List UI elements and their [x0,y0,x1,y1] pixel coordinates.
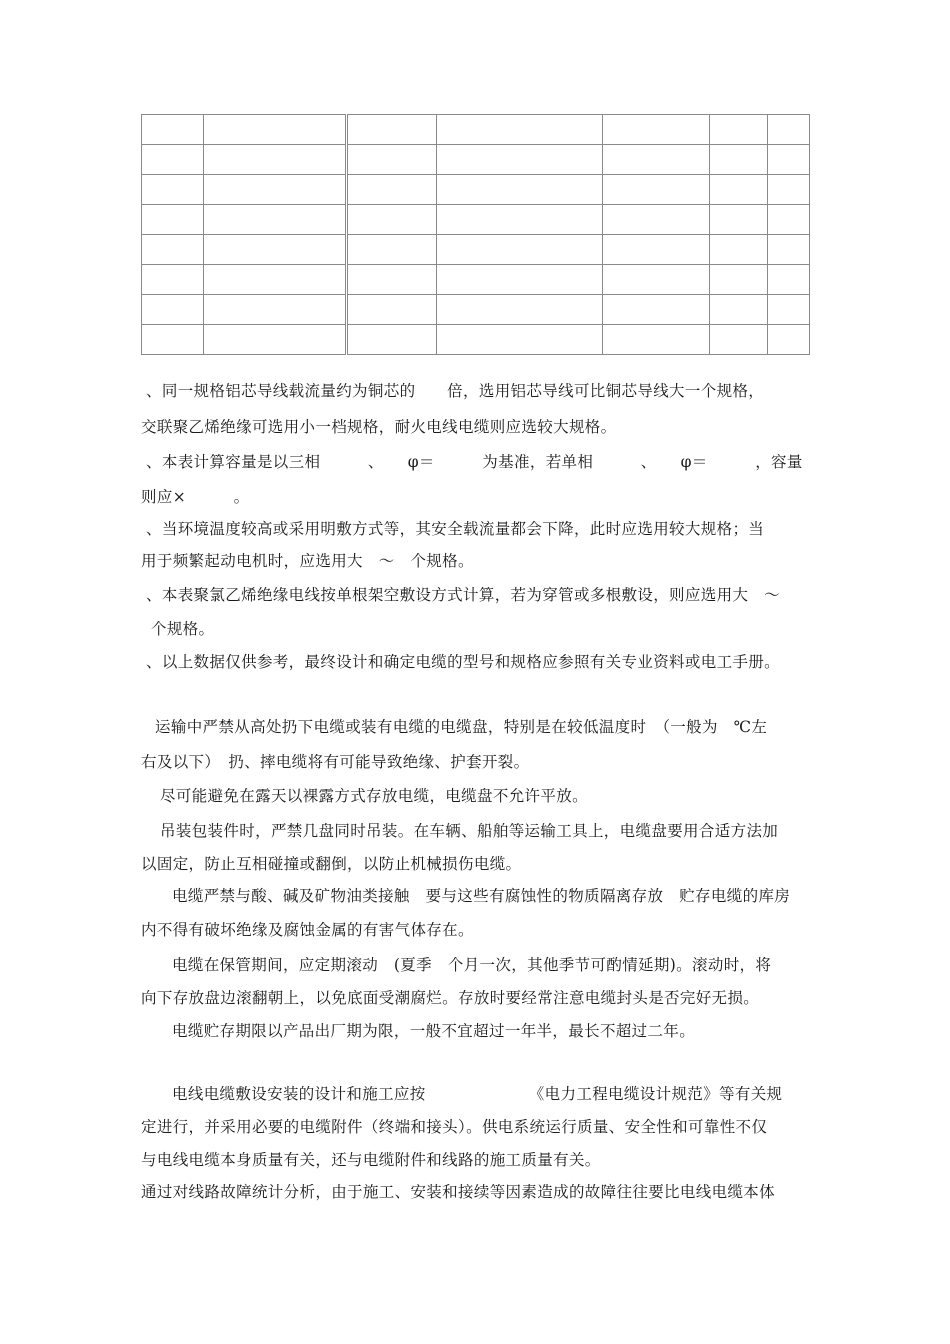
table-cell [142,175,204,205]
table-row [142,205,810,235]
note-line-7: 、本表聚氯乙烯绝缘电线按单根架空敷设方式计算，若为穿管或多根敷设，则应选用大 ～ [146,586,781,604]
table-row [142,325,810,355]
table-cell [347,235,437,265]
data-table [141,114,809,346]
table-cell [603,325,710,355]
table-cell [204,145,347,175]
table-cell [142,145,204,175]
table-cell [204,265,347,295]
table-cell [768,205,810,235]
table-cell [768,145,810,175]
table-cell [347,325,437,355]
table-row [142,145,810,175]
table-cell [142,325,204,355]
table-cell [437,295,603,325]
table-cell [603,295,710,325]
table-cell [768,115,810,145]
table-cell [603,235,710,265]
note-line-8: 个规格。 [151,620,215,638]
table-cell [347,265,437,295]
table-cell [204,325,347,355]
table-cell [603,175,710,205]
note-line-2: 交联聚乙烯绝缘可选用小一档规格，耐火电线电缆则应选较大规格。 [141,418,617,436]
transport-line-3: 尽可能避免在露天以裸露方式存放电缆，电缆盘不允许平放。 [160,787,588,805]
table-row [142,295,810,325]
note-line-4: 则应× 。 [141,488,250,506]
table-cell [710,145,768,175]
table-cell [437,115,603,145]
note-line-1: 、同一规格铝芯导线载流量约为铜芯的 倍，选用铝芯导线可比铜芯导线大一个规格， [146,382,765,400]
table-cell [710,265,768,295]
table-cell [347,295,437,325]
table-cell [204,235,347,265]
table-cell [437,205,603,235]
install-line-2: 定进行，并采用必要的电缆附件（终端和接头）。供电系统运行质量、安全性和可靠性不仅 [141,1118,768,1136]
transport-line-10: 电缆贮存期限以产品出厂期为限，一般不宜超过一年半，最长不超过二年。 [172,1022,696,1040]
table-cell [768,295,810,325]
table-cell [603,265,710,295]
note-line-5: 、当环境温度较高或采用明敷方式等，其安全载流量都会下降，此时应选用较大规格；当 [146,520,765,538]
table-cell [710,295,768,325]
install-line-4: 通过对线路故障统计分析，由于施工、安装和接续等因素造成的故障往往要比电线电缆本体 [141,1183,776,1201]
table-cell [437,175,603,205]
note-line-9: 、以上数据仅供参考，最终设计和确定电缆的型号和规格应参照有关专业资料或电工手册。 [146,653,781,671]
table-cell [603,115,710,145]
table-cell [437,265,603,295]
table-cell [204,175,347,205]
table-cell [437,145,603,175]
table-cell [142,295,204,325]
table-cell [768,235,810,265]
table-cell [204,205,347,235]
table-cell [142,265,204,295]
table-cell [603,145,710,175]
table-cell [768,325,810,355]
table-cell [347,115,437,145]
table-cell [347,145,437,175]
table-cell [710,205,768,235]
table-cell [710,325,768,355]
table-cell [142,115,204,145]
table-cell [603,205,710,235]
table-row [142,175,810,205]
transport-line-1: 运输中严禁从高处扔下电缆或装有电缆的电缆盘，特别是在较低温度时 （一般为 ℃左 [155,718,768,736]
table-row [142,235,810,265]
install-line-3: 与电线电缆本身质量有关，还与电缆附件和线路的施工质量有关。 [141,1151,601,1169]
transport-line-5: 以固定，防止互相碰撞或翻倒，以防止机械损伤电缆。 [141,855,522,873]
transport-line-6: 电缆严禁与酸、碱及矿物油类接触 要与这些有腐蚀性的物质隔离存放 贮存电缆的库房 [172,887,791,905]
table-cell [710,115,768,145]
table-cell [437,325,603,355]
table-cell [768,175,810,205]
table-row [142,115,810,145]
table-row [142,265,810,295]
table-cell [142,205,204,235]
table-cell [768,265,810,295]
install-line-1: 电线电缆敷设安装的设计和施工应按 《电力工程电缆设计规范》等有关规 [172,1085,783,1103]
table-cell [347,175,437,205]
note-line-3: 、本表计算容量是以三相 、 φ＝ 为基准，若单相 、 φ＝ ，容量 [146,453,803,471]
table-cell [347,205,437,235]
table-cell [142,235,204,265]
table-cell [710,235,768,265]
table-cell [204,295,347,325]
table-cell [204,115,347,145]
transport-line-7: 内不得有破坏绝缘及腐蚀金属的有害气体存在。 [141,921,474,939]
transport-line-4: 吊装包装件时，严禁几盘同时吊装。在车辆、船舶等运输工具上，电缆盘要用合适方法加 [160,822,779,840]
transport-line-9: 向下存放盘边滚翻朝上，以免底面受潮腐烂。存放时要经常注意电缆封头是否完好无损。 [141,989,760,1007]
empty-grid-table [141,114,810,355]
table-cell [437,235,603,265]
transport-line-8: 电缆在保管期间，应定期滚动 (夏季 个月一次，其他季节可酌情延期)。滚动时，将 [172,956,772,974]
note-line-6: 用于频繁起动电机时，应选用大 ～ 个规格。 [141,552,474,570]
table-cell [710,175,768,205]
transport-line-2: 右及以下） 扔、摔电缆将有可能导致绝缘、护套开裂。 [141,753,530,771]
